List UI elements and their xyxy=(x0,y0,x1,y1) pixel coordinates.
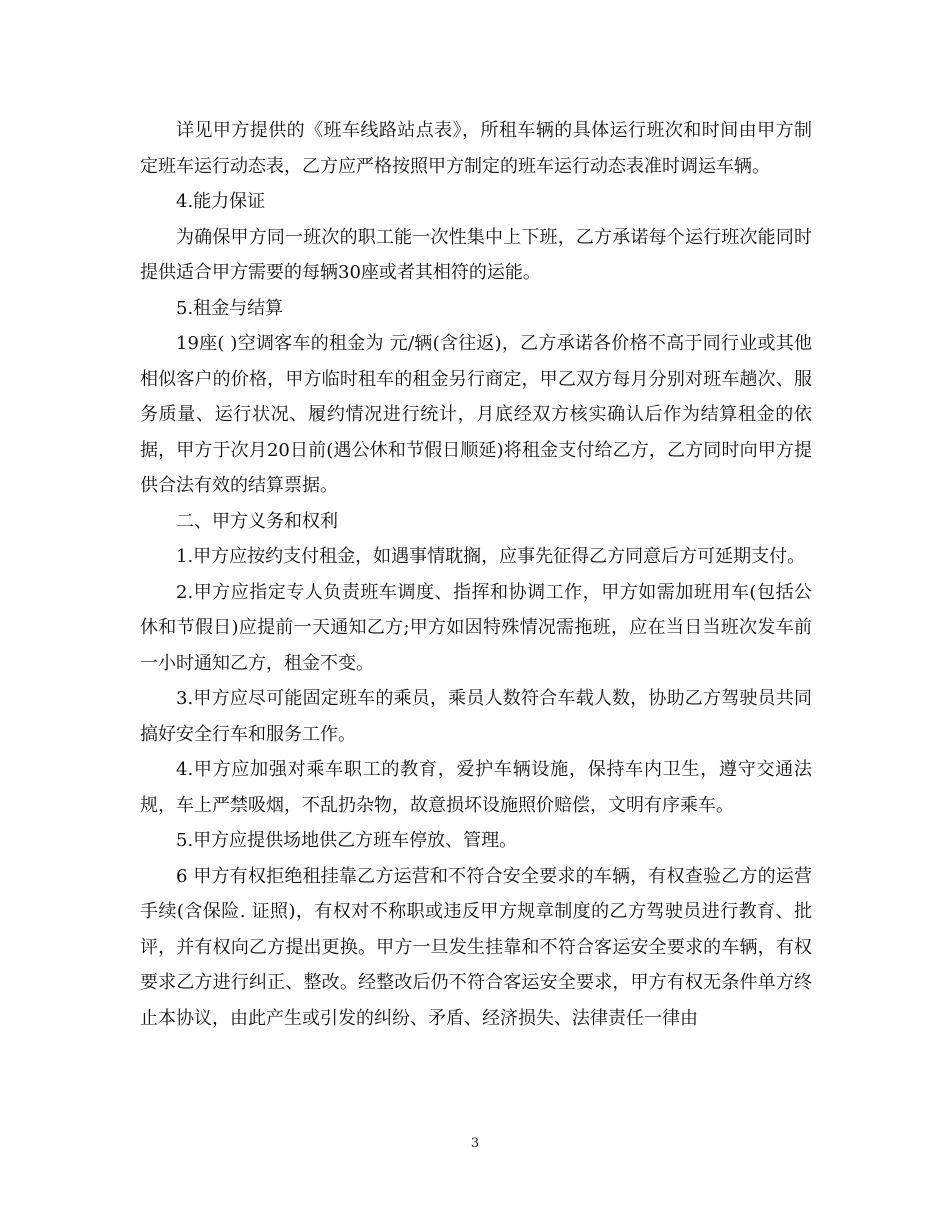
paragraph: 2.甲方应指定专人负责班车调度、指挥和协调工作，甲方如需加班用车(包括公休和节假日)应提前一天通知乙方;甲方如因特殊情况需拖班，应在当日当班次发车前一小时通知乙方，租金不变。 xyxy=(140,581,812,674)
paragraph: 5.甲方应提供场地供乙方班车停放、管理。 xyxy=(176,830,518,851)
paragraph: 19座( )空调客车的租金为 元/辆(含往返)，乙方承诺各价格不高于同行业或其他相似客户的价格，甲方临时租车的租金另行商定，甲乙双方每月分别对班车趟次、服务质量、运行状况、履约情况进行统计，月底经双方核实确认后作为结算租金的依据，甲方于次月20日前(遇公休和节假日顺延)将租金支付给乙方，乙方同时向甲方提供合法有效的结算票据。 xyxy=(140,333,812,496)
document-body xyxy=(140,113,812,1036)
paragraph: 详见甲方提供的《班车线路站点表》，所租车辆的具体运行班次和时间由甲方制定班车运行动态表，乙方应严格按照甲方制定的班车运行动态表准时调运车辆。 xyxy=(140,120,812,177)
paragraph: 1.甲方应按约支付租金，如遇事情耽搁，应事先征得乙方同意后方可延期支付。 xyxy=(176,546,806,567)
paragraph: 6 甲方有权拒绝租挂靠乙方运营和不符合安全要求的车辆，有权查验乙方的运营手续(含保险. 证照)，有权对不称职或违反甲方规章制度的乙方驾驶员进行教育、批评，并有权向乙方提出更换。甲方一旦发生挂靠和不符合客运安全要求的车辆，有权要求乙方进行纠正、整改。经整改后仍不符合客运安全要求，甲方有权无条件单方终止本协议，由此产生或引发的纠纷、矛盾、经济损失、法律责任一律由 xyxy=(140,865,812,1029)
section-heading: 5.租金与结算 xyxy=(176,297,284,319)
page-number: 3 xyxy=(470,1136,480,1151)
paragraph: 3.甲方应尽可能固定班车的乘员，乘员人数符合车载人数，协助乙方驾驶员共同搞好安全行车和服务工作。 xyxy=(140,688,812,745)
section-heading: 二、甲方义务和权利 xyxy=(176,510,338,532)
paragraph: 为确保甲方同一班次的职工能一次性集中上下班，乙方承诺每个运行班次能同时提供适合甲方需要的每辆30座或者其相符的运能。 xyxy=(140,226,812,283)
paragraph: 4.甲方应加强对乘车职工的教育，爱护车辆设施，保持车内卫生，遵守交通法规，车上严禁吸烟，不乱扔杂物，故意损坏设施照价赔偿，文明有序乘车。 xyxy=(140,759,812,816)
section-heading: 4.能力保证 xyxy=(176,191,266,212)
